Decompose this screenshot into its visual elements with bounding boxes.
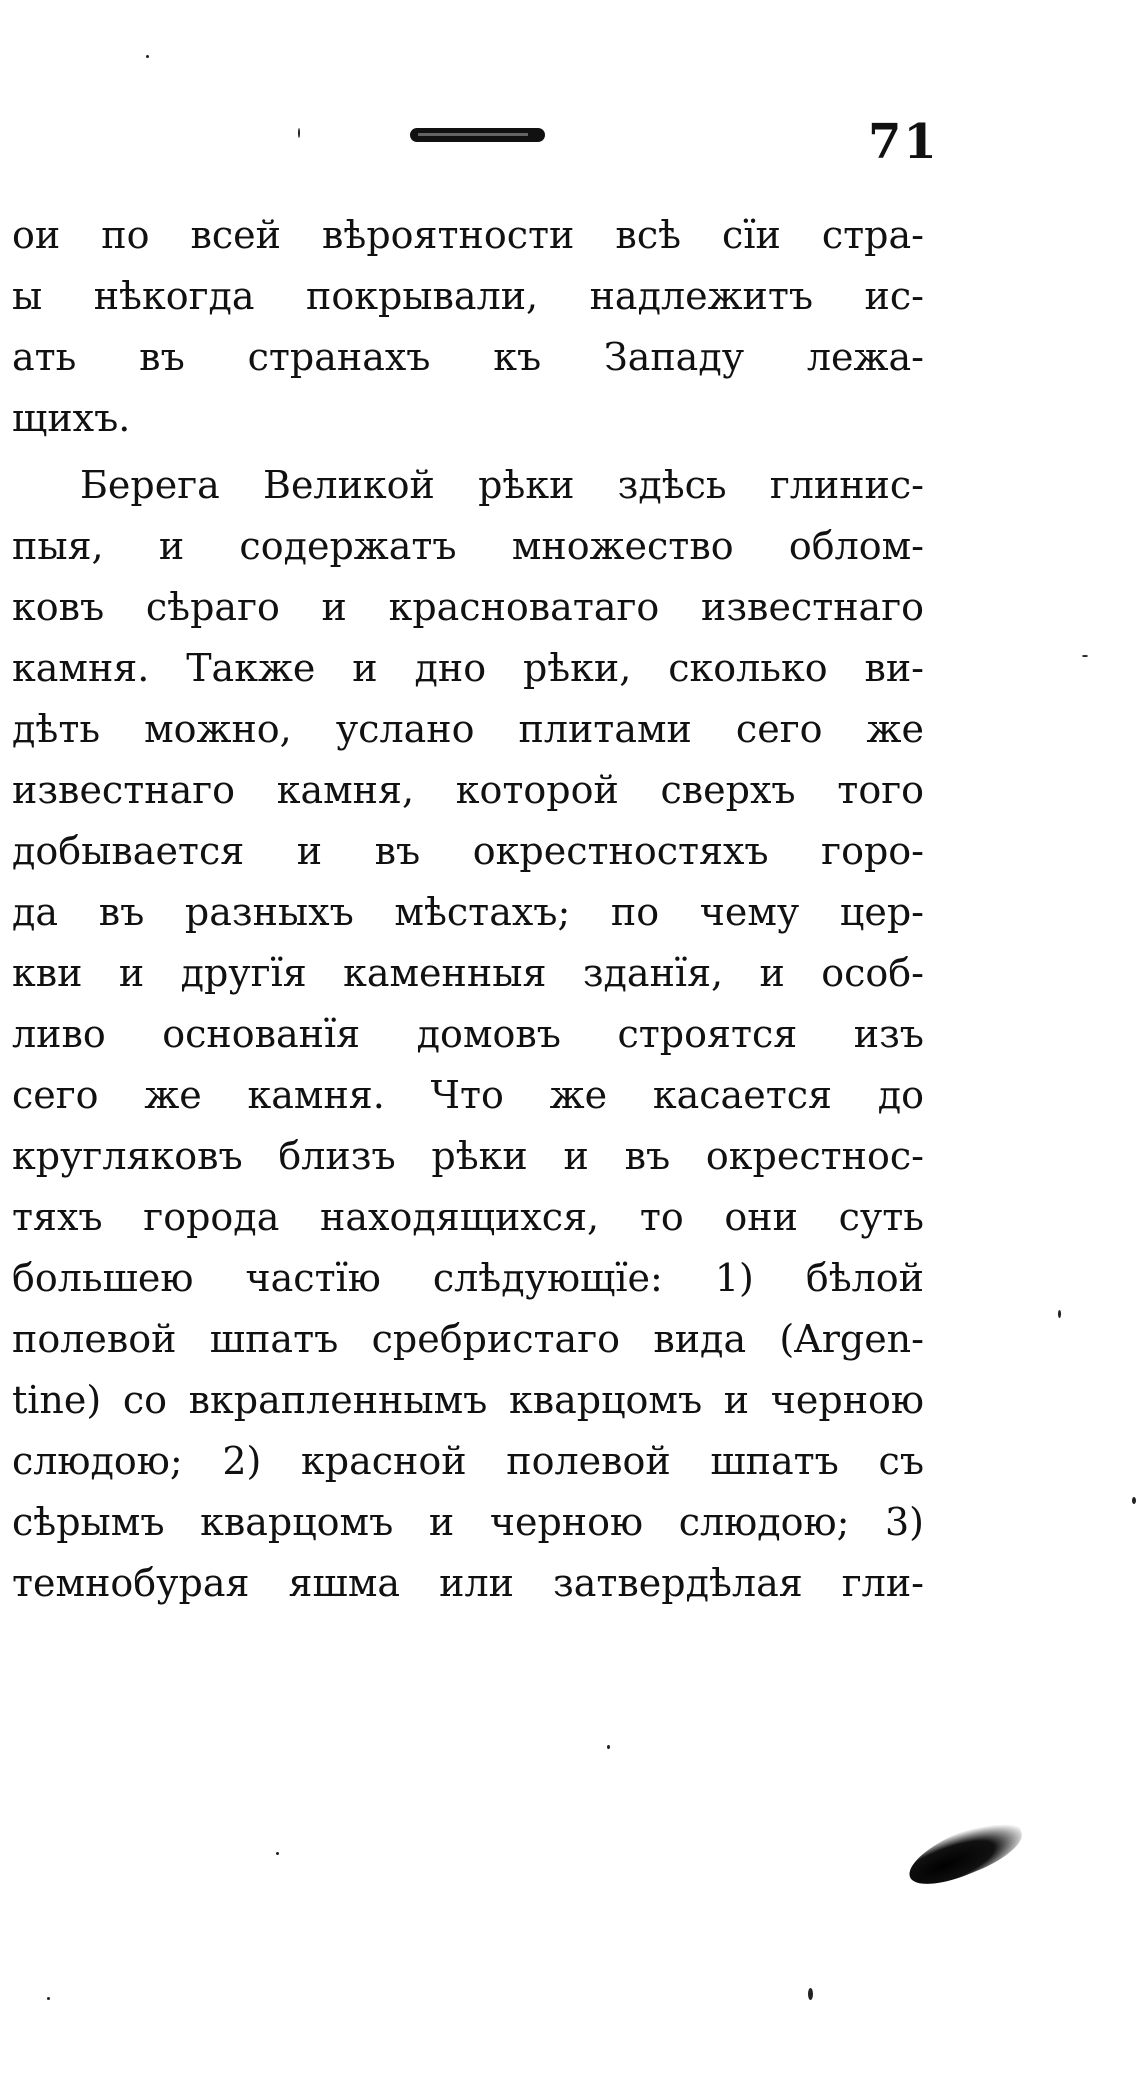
text-line: да въ разныхъ мѣстахъ; по чему цер-	[12, 890, 924, 934]
text-line: добывается и въ окрестностяхъ горо-	[12, 829, 924, 873]
scan-speck	[298, 128, 300, 138]
text-line: слюдою; 2) красной полевой шпатъ съ	[12, 1439, 924, 1483]
text-line: дѣть можно, услано плитами сего же	[12, 707, 924, 751]
paragraph-start-line: Берега Великой рѣки здѣсь глинис-	[80, 463, 924, 507]
header-ornament	[410, 128, 545, 142]
text-line: ои по всей вѣроятности всѣ сїи стра-	[12, 213, 924, 257]
text-line: кви и другїя каменныя зданїя, и особ-	[12, 951, 924, 995]
text-line: щихъ.	[12, 396, 131, 440]
text-line: ливо основанїя домовъ строятся изъ	[12, 1012, 924, 1056]
scan-speck	[1082, 655, 1088, 657]
text-line: известнаго камня, которой сверхъ того	[12, 768, 924, 812]
body-text	[12, 205, 924, 1614]
scan-speck	[1058, 1310, 1061, 1318]
text-line: tine) со вкрапленнымъ кварцомъ и черною	[12, 1378, 924, 1422]
text-line: ковъ сѣраго и красноватаго известнаго	[12, 585, 924, 629]
text-line: пыя, и содержатъ множество облом-	[12, 524, 924, 568]
scan-speck	[146, 55, 149, 58]
scan-speck	[1132, 1497, 1136, 1504]
text-line: полевой шпатъ сребристаго вида (Argen-	[12, 1317, 924, 1361]
text-line: темнобурая яшма или затвердѣлая гли-	[12, 1561, 924, 1605]
scan-speck	[47, 1997, 50, 2000]
text-line: сѣрымъ кварцомъ и черною слюдою; 3)	[12, 1500, 924, 1544]
scan-speck	[276, 1852, 279, 1855]
ink-stain	[902, 1811, 1029, 1895]
text-line: камня. Также и дно рѣки, сколько ви-	[12, 646, 924, 690]
text-line: большею частїю слѣдующїе: 1) бѣлой	[12, 1256, 924, 1300]
scan-speck	[607, 1745, 610, 1749]
text-line: сего же камня. Что же касается до	[12, 1073, 924, 1117]
scan-speck	[808, 1988, 813, 2000]
text-line: тяхъ города находящихся, то они суть	[12, 1195, 924, 1239]
text-line: ать въ странахъ къ Западу лежа-	[12, 335, 924, 379]
text-line: кругляковъ близъ рѣки и въ окрестнос-	[12, 1134, 924, 1178]
page-number: 71	[868, 114, 939, 170]
text-line: ы нѣкогда покрывали, надлежитъ ис-	[12, 274, 924, 318]
